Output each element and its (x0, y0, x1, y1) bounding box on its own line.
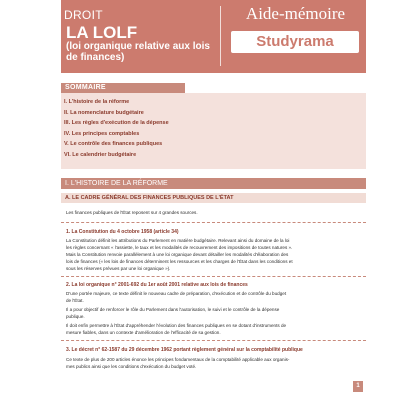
section-heading: I. L'HISTOIRE DE LA RÉFORME (61, 178, 366, 189)
sommaire-item: I. L'histoire de la réforme (64, 99, 130, 105)
brand-logo: Studyrama (231, 31, 359, 53)
page-number: 1 (353, 381, 363, 392)
article-line: Ce texte de plus de 200 articles énonce les principes fondamentaux de la comptabilité applicable aux organis- (66, 357, 290, 362)
article-line: mes publics ainsi que les conditions d'exécution du budget voté. (66, 364, 197, 369)
article-line: mesure fiables, dans un contexte d'amélioration de l'efficacité de sa gestion. (66, 330, 221, 335)
page-subtitle: (loi organique relative aux lois de finances) (66, 41, 210, 63)
sommaire-title: SOMMAIRE (61, 83, 185, 93)
article-line: sous les réserves prévues par une loi organique »). (66, 266, 171, 271)
aide-memoire-label: Aide-mémoire (245, 4, 346, 23)
article-line: Il doit enfin permettre à l'État d'appréhender l'évolution des finances publiques en se dotant d'instruments de (66, 323, 287, 328)
article-line: lois de finances (« les lois de finances déterminent les ressources et les charges de l'État dans les conditions et (66, 259, 293, 264)
dashed-divider (61, 340, 366, 341)
page-title: LA LOLF (66, 23, 138, 42)
intro-text: Les finances publiques de l'État reposent sur 4 grandes sources. (66, 210, 198, 215)
header-divider (220, 6, 221, 66)
article-line: D'une portée majeure, ce texte définit le nouveau cadre de préparation, d'exécution et de contrôle du budget (66, 291, 287, 296)
sommaire-item: VI. Le calendrier budgétaire (64, 151, 137, 158)
article-heading: 2. La loi organique n° 2001-692 du 1er août 2001 relative aux lois de finances (66, 282, 248, 288)
article-line: Mais la Constitution renvoie parallèlement à une loi organique devant détailler les modalités d'élaboration des (66, 252, 289, 257)
dashed-divider (61, 222, 366, 223)
sommaire-item: IV. Les principes comptables (64, 130, 140, 137)
article-line: La Constitution définit les attributions du Parlement en matière budgétaire. Relevant ainsi du domaine de la loi (66, 238, 290, 243)
article-heading: 3. Le décret n° 62-1587 du 29 décembre 1962 portant règlement général sur la comptabilité publique (66, 347, 303, 353)
sommaire-item: II. La nomenclature budgétaire (64, 109, 144, 116)
article-line: les règles concernant « l'assiette, le taux et les modalités de recouvrement des impositions de toutes natures ». (66, 245, 293, 250)
article-line: de l'État. (66, 298, 84, 303)
dashed-divider (61, 276, 366, 277)
subsection-heading: A. LE CADRE GÉNÉRAL DES FINANCES PUBLIQUES DE L'ÉTAT (61, 193, 366, 203)
sommaire-item: V. Le contrôle des finances publiques (64, 141, 163, 147)
article-line: publique. (66, 314, 85, 319)
sommaire-list (64, 97, 169, 160)
article-heading: 1. La Constitution du 4 octobre 1958 (article 34) (66, 229, 179, 235)
sommaire-item: III. Les règles d'exécution de la dépense (64, 120, 169, 126)
category-label: DROIT (64, 8, 103, 22)
article-line: Il a pour objectif de renforcer le rôle du Parlement dans l'autorisation, le suivi et le contrôle de la dépense (66, 307, 280, 312)
